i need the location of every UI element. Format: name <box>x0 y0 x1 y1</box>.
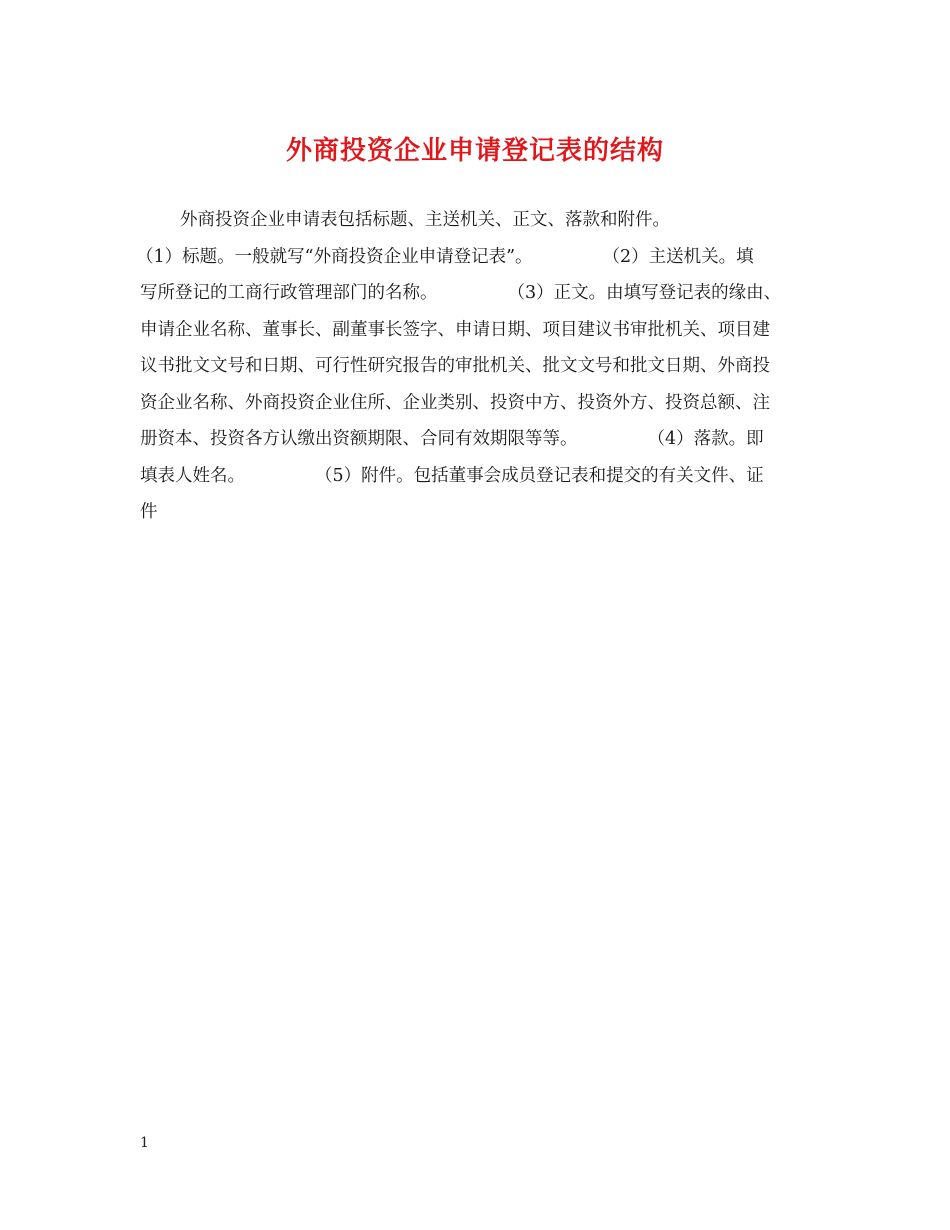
body-line-1: 外商投资企业申请表包括标题、主送机关、正文、落款和附件。 <box>180 210 670 230</box>
body-line-6: 资企业名称、外商投资企业住所、企业类别、投资中方、投资外方、投资总额、注 <box>140 392 770 413</box>
page-number: 1 <box>140 1135 149 1151</box>
body-line-4: 申请企业名称、董事长、副董事长签字、申请日期、项目建议书审批机关、项目建 <box>140 319 770 340</box>
document-body <box>136 202 812 531</box>
document-title: 外商投资企业申请登记表的结构 <box>285 136 664 166</box>
body-line-7: 册资本、投资各方认缴出资额期限、合同有效期限等等。 （4）落款。即 <box>140 429 764 449</box>
body-line-8: 填表人姓名。 （5）附件。包括董事会成员登记表和提交的有关文件、证 <box>140 465 764 486</box>
body-line-2: （1）标题。一般就写“外商投资企业申请登记表”。 （2）主送机关。填 <box>136 246 754 267</box>
body-line-9: 件 <box>140 502 158 522</box>
body-line-3: 写所登记的工商行政管理部门的名称。 （3）正文。由填写登记表的缘由、 <box>140 283 782 303</box>
body-line-5: 议书批文文号和日期、可行性研究报告的审批机关、批文文号和批文日期、外商投 <box>140 356 770 376</box>
